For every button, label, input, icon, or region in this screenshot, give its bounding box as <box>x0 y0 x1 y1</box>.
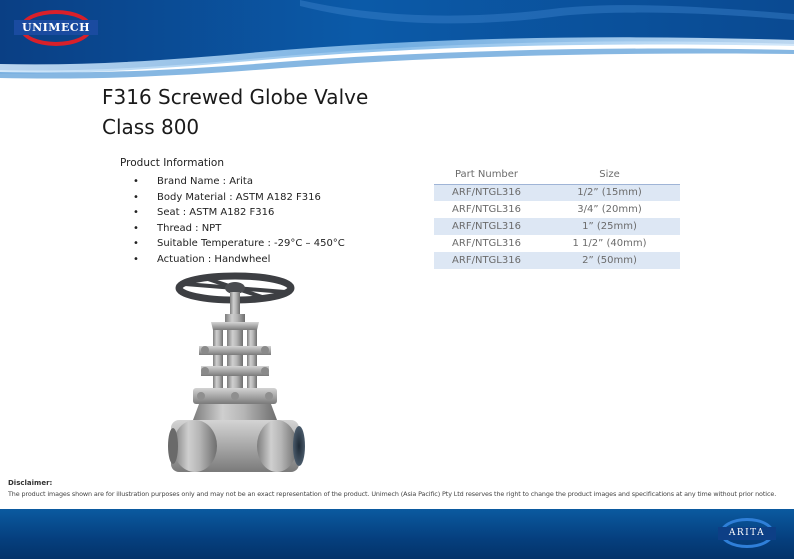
disclaimer-title: Disclaimer: <box>8 479 53 487</box>
page-title <box>102 82 368 142</box>
part-number-cell: ARF/NTGL316 <box>434 184 539 201</box>
table-row <box>434 201 680 218</box>
table-header-row <box>434 166 680 184</box>
bullet-icon: • <box>133 191 139 203</box>
info-item <box>133 190 345 206</box>
info-item-text: Brand Name : Arita <box>157 176 253 187</box>
table-row <box>434 184 680 201</box>
unimech-logo <box>14 8 98 48</box>
info-item-text: Actuation : Handwheel <box>157 253 271 265</box>
part-number-cell: ARF/NTGL316 <box>452 238 521 249</box>
bullet-icon: • <box>133 176 139 187</box>
arita-logo <box>718 518 776 550</box>
header-size: Size <box>539 166 680 184</box>
info-item <box>133 236 345 252</box>
info-item-text: Seat : ASTM A182 F316 <box>157 207 275 218</box>
info-item <box>133 174 345 190</box>
header-band <box>0 0 794 80</box>
product-info-list <box>133 174 345 267</box>
bullet-icon: • <box>133 253 139 265</box>
globe-valve-image <box>165 270 305 478</box>
logo-text: ARITA <box>728 528 766 538</box>
part-number-cell: ARF/NTGL316 <box>434 252 539 269</box>
size-cell: 1/2” (15mm) <box>539 184 680 201</box>
info-item-text: Suitable Temperature : -29°C – 450°C <box>157 238 345 249</box>
table-row <box>434 235 680 252</box>
part-number-cell: ARF/NTGL316 <box>434 218 539 235</box>
table-row <box>434 252 680 269</box>
size-cell: 2” (50mm) <box>539 252 680 269</box>
size-cell: 1” (25mm) <box>539 218 680 235</box>
logo-text: UNIMECH <box>21 21 90 34</box>
info-item-text: Thread : NPT <box>157 222 222 234</box>
bullet-icon: • <box>133 207 139 218</box>
info-item <box>133 205 345 221</box>
info-item-text: Body Material : ASTM A182 F316 <box>157 191 321 203</box>
title-line-1: F316 Screwed Globe Valve <box>102 85 369 109</box>
bullet-icon: • <box>133 238 139 249</box>
info-item <box>133 252 345 268</box>
size-cell: 1 1/2” (40mm) <box>572 238 647 249</box>
product-info-heading: Product Information <box>120 157 224 169</box>
disclaimer-text: The product images shown are for illustration purposes only and may not be an exact representation of the product. Unimech (Asia Pacific) Pty Ltd reserves the right to change the product images and specifications at any time without prior notice. <box>8 490 777 498</box>
size-cell: 3/4” (20mm) <box>577 204 642 215</box>
parts-table <box>434 166 680 269</box>
bullet-icon: • <box>133 222 139 234</box>
info-item <box>133 221 345 237</box>
title-line-2: Class 800 <box>102 115 200 139</box>
header-part-number: Part Number <box>434 166 539 184</box>
table-row <box>434 218 680 235</box>
part-number-cell: ARF/NTGL316 <box>452 204 521 215</box>
footer-band <box>0 509 794 559</box>
